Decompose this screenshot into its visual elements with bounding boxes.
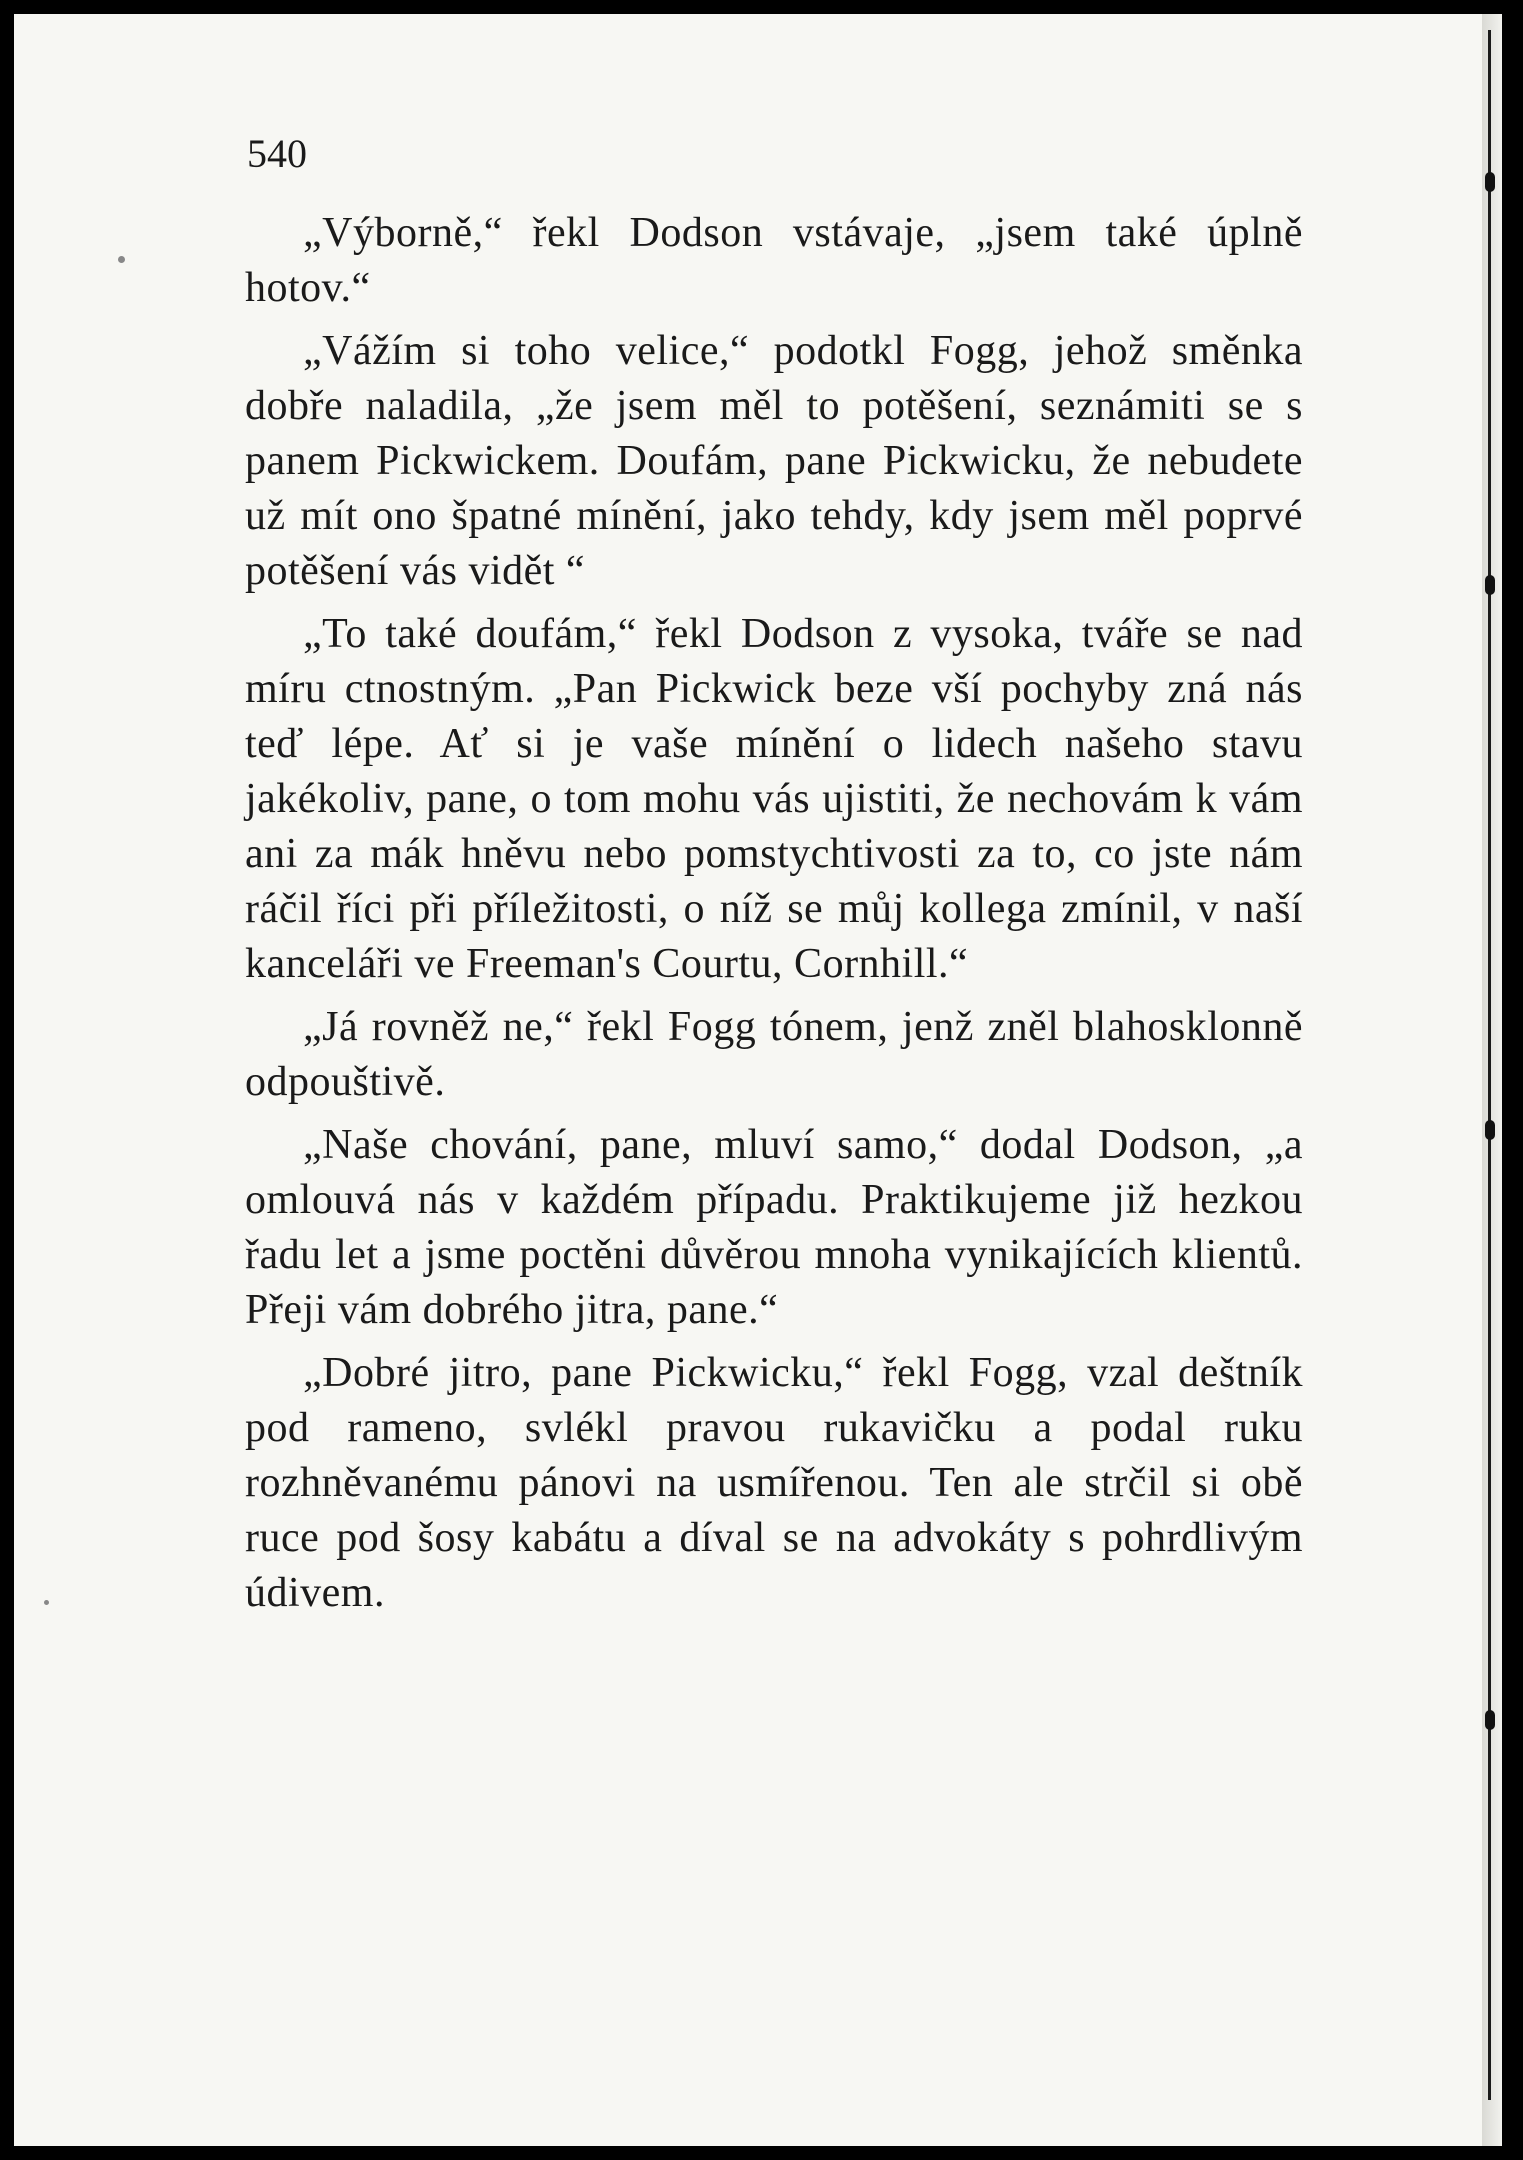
binding-mark-1 xyxy=(1485,172,1495,192)
paragraph: „Naše chování, pane, mluví samo,“ dodal Dodson, „a omlouvá nás v každém případu. Praktikujeme již hezkou řadu let a jsme poctěni důvěrou mnoha vynikajících klientů. Přeji vám dobrého jitra, pane.“ xyxy=(245,1122,1303,1333)
paragraph: „Dobré jitro, pane Pickwicku,“ řekl Fogg, vzal deštník pod rameno, svlékl pravou rukavičku a podal ruku rozhněvanému pánovi na usmířenou. Ten ale strčil si obě ruce pod šosy kabátu a díval se na advokáty s pohrdlivým údivem. xyxy=(245,1350,1303,1616)
paragraph: „Výborně,“ řekl Dodson vstávaje, „jsem také úplně hotov.“ xyxy=(245,210,1303,311)
body-text xyxy=(245,206,1303,1629)
page-gutter-shadow xyxy=(1482,14,1502,2146)
paragraph: „Já rovněž ne,“ řekl Fogg tónem, jenž zněl blahosklonně odpouštivě. xyxy=(245,1004,1303,1105)
binding-mark-4 xyxy=(1485,1710,1495,1730)
binding-mark-2 xyxy=(1485,575,1495,595)
paragraph: „Vážím si toho velice,“ podotkl Fogg, jehož směnka dobře naladila, „že jsem měl to potěšení, seznámiti se s panem Pickwickem. Doufám, pane Pickwicku, že nebudete už mít ono špatné mínění, jako tehdy, kdy jsem měl poprvé potěšení vás vidět “ xyxy=(245,328,1303,594)
paper-speck xyxy=(118,256,125,263)
page-number: 540 xyxy=(247,131,307,176)
binding-edge xyxy=(1488,30,1491,2100)
binding-mark-3 xyxy=(1485,1120,1495,1140)
paper-speck xyxy=(44,1600,49,1605)
paragraph: „To také doufám,“ řekl Dodson z vysoka, tváře se nad míru ctnostným. „Pan Pickwick beze vší pochyby zná nás teď lépe. Ať si je vaše mínění o lidech našeho stavu jakékoliv, pane, o tom mohu vás ujistiti, že nechovám k vám ani za mák hněvu nebo pomstychtivosti za to, co jste nám ráčil říci při příležitosti, o níž se můj kollega zmínil, v naší kanceláři ve Freeman's Courtu, Cornhill.“ xyxy=(245,611,1303,987)
